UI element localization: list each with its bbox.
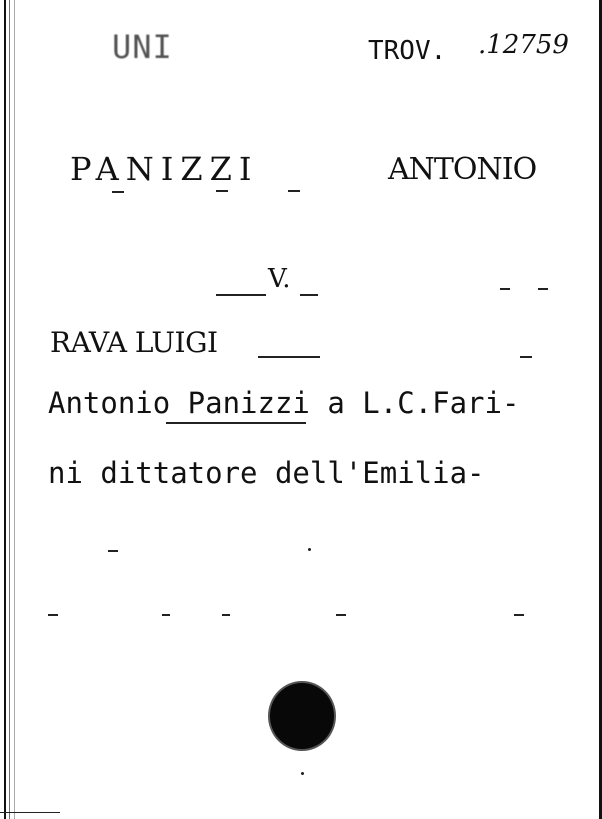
margin-dash [500,288,510,290]
surname-underscore [112,191,124,193]
surname-underscore [216,190,228,192]
heading-surname: PANIZZI [70,150,259,188]
margin-dash [336,614,346,616]
surname-underscore [288,190,300,192]
see-reference: V. [268,264,291,294]
margin-dash [538,288,548,290]
margin-dash [520,356,532,358]
margin-dash [108,550,118,552]
margin-dash [48,614,58,616]
margin-dot [308,548,311,551]
margin-dot [301,772,304,775]
punch-hole [270,683,334,749]
trov-label: TROV. [368,36,447,66]
title-line-1: Antonio Panizzi a L.C.Fari- [48,386,520,420]
see-dash [216,294,266,296]
margin-dash [514,614,524,616]
margin-dash [162,614,170,616]
heading-given-name: ANTONIO [388,152,537,187]
margin-dash [222,614,230,616]
title-underline [166,422,306,424]
author-underline [258,356,320,358]
card-left-edge-line-faint [14,0,15,819]
author-name: RAVA LUIGI [50,326,218,359]
card-bottom-edge [0,812,60,813]
card-left-edge-line [9,0,10,819]
title-line-2: ni dittatore dell'Emilia- [48,456,485,490]
trov-number: .12759 [478,30,569,60]
card-left-edge [4,0,6,819]
see-dash [300,294,318,296]
library-stamp: UNI [112,28,173,66]
